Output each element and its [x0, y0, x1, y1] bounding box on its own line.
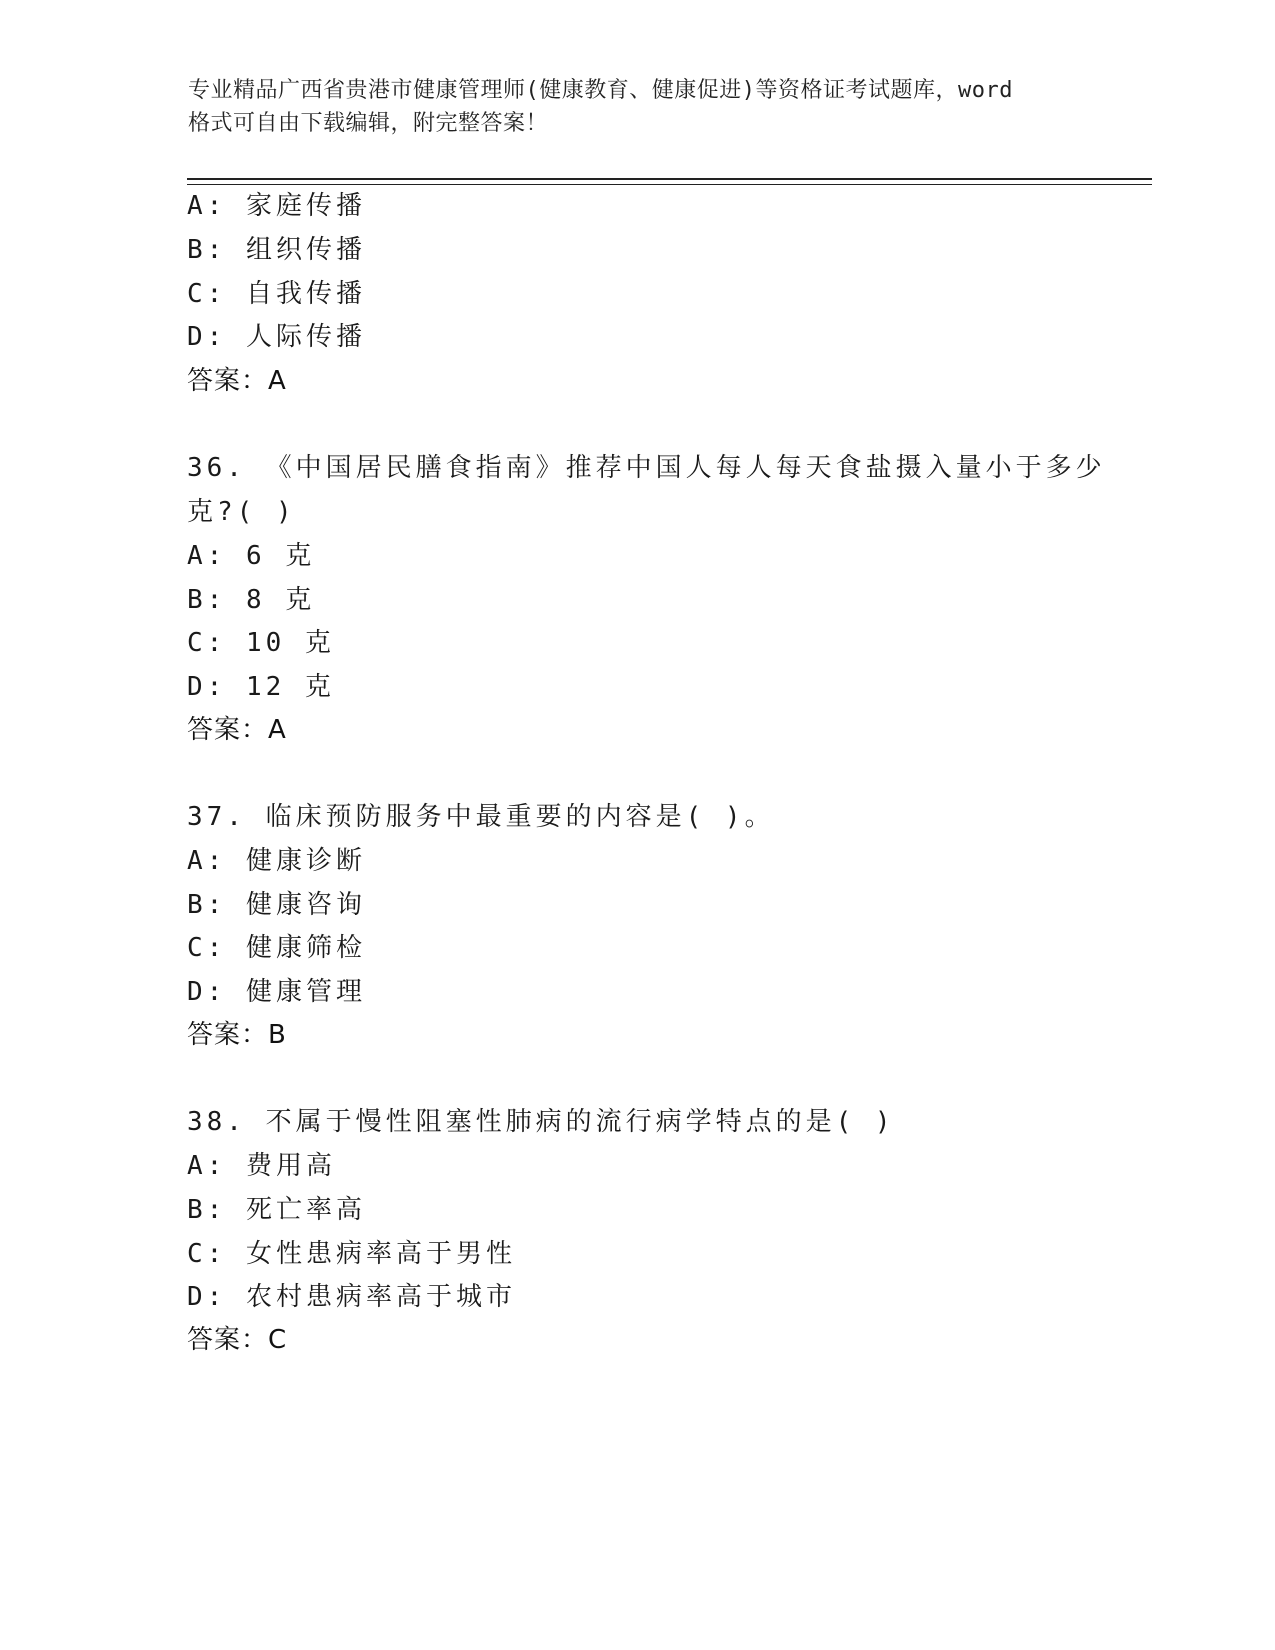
q36-question-line-1: 36. 《中国居民膳食指南》推荐中国人每人每天食盐摄入量小于多少	[187, 453, 1106, 483]
q37-option-b: B: 健康咨询	[187, 890, 366, 920]
q38-option-c: C: 女性患病率高于男性	[187, 1239, 516, 1269]
q36-question-line-2: 克?( )	[187, 497, 296, 527]
q36-option-a: A: 6 克	[187, 541, 316, 571]
q38-option-a: A: 费用高	[187, 1151, 336, 1181]
q36-answer: 答案：A	[187, 715, 287, 745]
q35-option-c: C: 自我传播	[187, 279, 366, 309]
q37-answer: 答案：B	[187, 1020, 287, 1050]
q37-option-d: D: 健康管理	[187, 977, 366, 1007]
header-rule-thin	[187, 184, 1152, 185]
header-line-2: 格式可自由下载编辑，附完整答案！	[188, 111, 549, 136]
header-rule-thick	[187, 178, 1152, 180]
q38-option-d: D: 农村患病率高于城市	[187, 1282, 516, 1312]
q35-answer: 答案：A	[187, 366, 287, 396]
q37-option-a: A: 健康诊断	[187, 846, 366, 876]
q38-question: 38. 不属于慢性阻塞性肺病的流行病学特点的是( )	[187, 1107, 895, 1137]
q36-option-c: C: 10 克	[187, 628, 335, 658]
q38-answer: 答案：C	[187, 1325, 288, 1355]
q35-option-a: A: 家庭传播	[187, 191, 366, 221]
q35-option-b: B: 组织传播	[187, 235, 366, 265]
q37-option-c: C: 健康筛检	[187, 933, 366, 963]
q36-option-b: B: 8 克	[187, 585, 316, 615]
document-header	[188, 74, 1088, 140]
q36-option-d: D: 12 克	[187, 672, 335, 702]
q35-option-d: D: 人际传播	[187, 322, 366, 352]
q38-option-b: B: 死亡率高	[187, 1195, 366, 1225]
q37-question: 37. 临床预防服务中最重要的内容是( )。	[187, 802, 775, 832]
header-line-1: 专业精品广西省贵港市健康管理师(健康教育、健康促进)等资格证考试题库，word	[188, 78, 1013, 103]
